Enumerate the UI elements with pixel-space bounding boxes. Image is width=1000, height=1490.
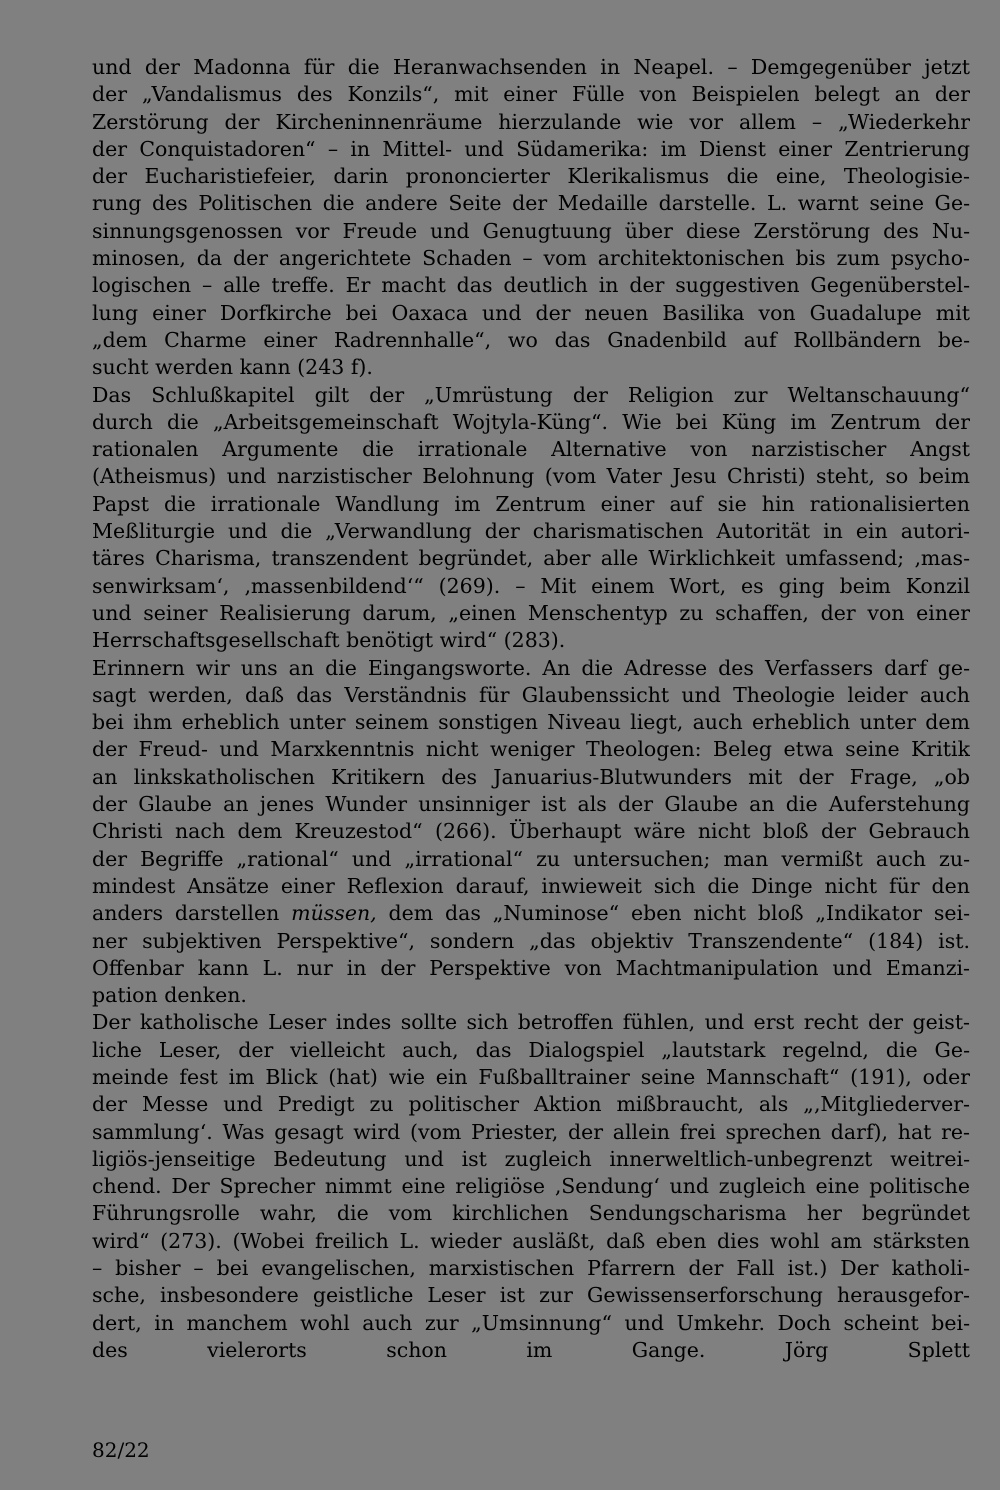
- text-line: rationalen Argumente die irrationale Alternative von narzistischer Angst: [92, 437, 970, 462]
- text-line: wird“ (273). (Wobei freilich L. wieder ausläßt, daß eben dies wohl am stärksten: [92, 1228, 970, 1253]
- paragraph: [92, 1009, 970, 1364]
- text-line: senwirksam‘, ‚massenbildend‘“ (269). – Mit einem Wort, es ging beim Konzil: [92, 573, 970, 598]
- text-line: mindest Ansätze einer Reflexion darauf, inwieweit sich die Dinge nicht für den: [92, 873, 970, 898]
- text-line: Führungsrolle wahr, die vom kirchlichen Sendungscharisma her begründet: [92, 1201, 970, 1226]
- text-line: Meßliturgie und die „Verwandlung der charismatischen Autorität in ein autori-: [92, 519, 970, 544]
- emphasis: müssen,: [291, 901, 377, 926]
- text-line: meinde fest im Blick (hat) wie ein Fußballtrainer seine Mannschaft“ (191), oder: [92, 1064, 970, 1089]
- text-line: der Freud- und Marxkenntnis nicht weniger Theologen: Beleg etwa seine Kritik: [92, 737, 970, 762]
- text-line: lung einer Dorfkirche bei Oaxaca und der neuen Basilika von Guadalupe mit: [92, 300, 970, 325]
- text-line: Das Schlußkapitel gilt der „Umrüstung der Religion zur Weltanschauung“: [92, 382, 970, 407]
- text-line: der Messe und Predigt zu politischer Aktion mißbraucht, als „‚Mitgliederver-: [92, 1092, 970, 1117]
- text-line: ner subjektiven Perspektive“, sondern „das objektiv Transzendente“ (184) ist.: [92, 928, 970, 953]
- text-line: Erinnern wir uns an die Eingangsworte. An die Adresse des Verfassers darf ge-: [92, 655, 970, 680]
- text-line: der Conquistadoren“ – in Mittel- und Südamerika: im Dienst einer Zentrierung: [92, 136, 970, 161]
- text-line: anders darstellen müssen, dem das „Numinose“ eben nicht bloß „Indikator sei-: [92, 901, 970, 926]
- body-text: [92, 54, 970, 1364]
- author-signature: Jörg Splett: [784, 1337, 970, 1362]
- paragraph: [92, 54, 970, 382]
- closing-text: des vielerorts schon im Gange.: [92, 1337, 706, 1362]
- text-line: dert, in manchem wohl auch zur „Umsinnung“ und Umkehr. Doch scheint bei-: [92, 1310, 970, 1335]
- closing-line: [92, 1337, 970, 1364]
- text-line: chend. Der Sprecher nimmt eine religiöse ‚Sendung‘ und zugleich eine politische: [92, 1174, 970, 1199]
- text-line: täres Charisma, transzendent begründet, aber alle Wirklichkeit umfassend; ‚mas-: [92, 546, 970, 571]
- text-line: durch die „Arbeitsgemeinschaft Wojtyla-Küng“. Wie bei Küng im Zentrum der: [92, 409, 970, 434]
- text-line: sinnungsgenossen vor Freude und Genugtuung über diese Zerstörung des Nu-: [92, 218, 970, 243]
- text-line: der „Vandalismus des Konzils“, mit einer Fülle von Beispielen belegt an der: [92, 82, 970, 107]
- paragraph: [92, 655, 970, 1010]
- text-line: Offenbar kann L. nur in der Perspektive von Machtmanipulation und Emanzi-: [92, 955, 970, 980]
- text-line: der Glaube an jenes Wunder unsinniger ist als der Glaube an die Auferstehung: [92, 792, 970, 817]
- text-line: Papst die irrationale Wandlung im Zentrum einer auf sie hin rationalisierten: [92, 491, 970, 516]
- text-line: rung des Politischen die andere Seite der Medaille darstelle. L. warnt seine Ge-: [92, 191, 970, 216]
- text-line: pation denken.: [92, 983, 247, 1008]
- text-line: ligiös-jenseitige Bedeutung und ist zugleich innerweltlich-unbegrenzt weitrei-: [92, 1146, 970, 1171]
- text-line: minosen, da der angerichtete Schaden – vom architektonischen bis zum psycho-: [92, 246, 970, 271]
- text-line: Der katholische Leser indes sollte sich betroffen fühlen, und erst recht der geist-: [92, 1010, 970, 1035]
- text-line: an linkskatholischen Kritikern des Januarius-Blutwunders mit der Frage, „ob: [92, 764, 970, 789]
- text-line: und der Madonna für die Heranwachsenden in Neapel. – Demgegenüber jetzt: [92, 55, 970, 79]
- text-line: bei ihm erheblich unter seinem sonstigen Niveau liegt, auch erheblich unter dem: [92, 710, 970, 735]
- text-line: (Atheismus) und narzistischer Belohnung (vom Vater Jesu Christi) steht, so beim: [92, 464, 970, 489]
- text-line: der Begriffe „rational“ und „irrational“ zu untersuchen; man vermißt auch zu-: [92, 846, 970, 871]
- text-line: der Eucharistiefeier, darin prononcierter Klerikalismus die eine, Theologisie-: [92, 164, 970, 189]
- text-line: sucht werden kann (243 f).: [92, 355, 373, 380]
- text-line: sche, insbesondere geistliche Leser ist zur Gewissenserforschung herausgefor-: [92, 1283, 970, 1308]
- text-line: Herrschaftsgesellschaft benötigt wird“ (283).: [92, 628, 566, 653]
- page-number: 82/22: [92, 1438, 150, 1462]
- text-line: „dem Charme einer Radrennhalle“, wo das Gnadenbild auf Rollbändern be-: [92, 327, 970, 352]
- text-line: und seiner Realisierung darum, „einen Menschentyp zu schaffen, der von einer: [92, 600, 970, 625]
- text-line: Christi nach dem Kreuzestod“ (266). Überhaupt wäre nicht bloß der Gebrauch: [92, 819, 970, 844]
- text-line: logischen – alle treffe. Er macht das deutlich in der suggestiven Gegenüberstel-: [92, 273, 970, 298]
- text-line: sagt werden, daß das Verständnis für Glaubenssicht und Theologie leider auch: [92, 682, 970, 707]
- text-line: liche Leser, der vielleicht auch, das Dialogspiel „lautstark regelnd, die Ge-: [92, 1037, 970, 1062]
- paragraph: [92, 382, 970, 655]
- text-line: sammlung‘. Was gesagt wird (vom Priester, der allein frei sprechen darf), hat re-: [92, 1119, 970, 1144]
- text-line: Zerstörung der Kircheninnenräume hierzulande wie vor allem – „Wiederkehr: [92, 109, 970, 134]
- text-line: – bisher – bei evangelischen, marxistischen Pfarrern der Fall ist.) Der katholi-: [92, 1256, 970, 1281]
